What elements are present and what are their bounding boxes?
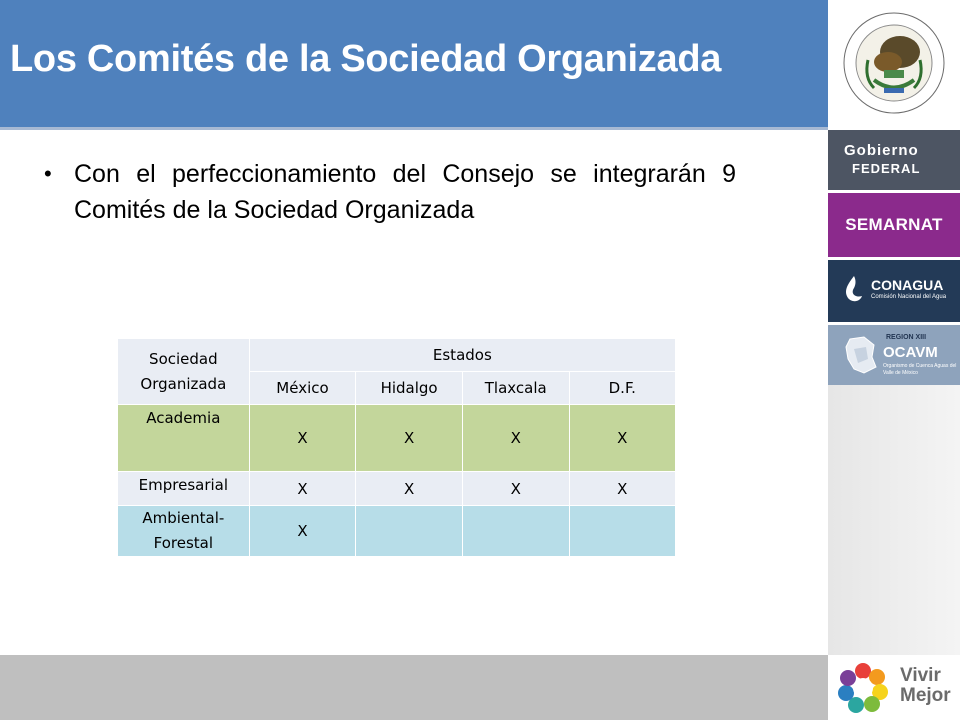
header-state: Hidalgo [356, 372, 463, 405]
eagle-seal-icon [828, 0, 960, 127]
row-label: Empresarial [118, 472, 250, 506]
table-cell: X [356, 405, 463, 472]
vivir-mejor-logo [828, 655, 960, 720]
conagua-name: CONAGUA [871, 277, 944, 293]
table-cell [356, 506, 463, 557]
water-drop-icon [842, 274, 866, 304]
vivir-line2: Mejor [900, 685, 951, 706]
header-estados: Estados [249, 339, 675, 372]
header-sociedad-organizada: Sociedad Organizada [118, 339, 250, 405]
ocavm-subtitle: Organismo de Cuenca Aguas del Valle de México [883, 363, 957, 376]
header-state: Tlaxcala [462, 372, 569, 405]
conagua-subtitle: Comisión Nacional del Agua [871, 294, 947, 300]
table-cell: X [569, 405, 675, 472]
table-cell: X [249, 506, 356, 557]
sidebar-filler [828, 385, 960, 655]
valley-map-icon [844, 335, 878, 375]
table-cell [462, 506, 569, 557]
table-cell [569, 506, 675, 557]
row-label: Ambiental-Forestal [118, 506, 250, 557]
slide-title: Los Comités de la Sociedad Organizada [10, 38, 722, 80]
table-cell: X [462, 405, 569, 472]
title-band [0, 0, 828, 127]
ocavm-name: OCAVM [883, 344, 938, 361]
table-cell: X [249, 405, 356, 472]
footer-band [0, 655, 828, 720]
header-state: D.F. [569, 372, 675, 405]
gobierno-federal-logo [828, 130, 960, 190]
table-row [118, 405, 676, 472]
mexico-seal-logo [828, 0, 960, 127]
table-header-row [118, 339, 676, 372]
table-cell: X [462, 472, 569, 506]
row-label: Academia [118, 405, 250, 472]
title-divider [0, 127, 828, 130]
bullet-text: Con el perfeccionamiento del Consejo se integrarán 9 Comités de la Sociedad Organizada [74, 160, 736, 224]
table-cell: X [569, 472, 675, 506]
flower-icon [836, 661, 890, 715]
table-cell: X [249, 472, 356, 506]
gobierno-line2: FEDERAL [852, 161, 921, 176]
table-cell: X [356, 472, 463, 506]
ocavm-region: REGION XIII [886, 334, 927, 341]
table-row [118, 506, 676, 557]
comites-table [117, 338, 676, 557]
bullet-glyph: • [44, 161, 52, 186]
header-state: México [249, 372, 356, 405]
conagua-logo [828, 260, 960, 322]
gobierno-line1: Gobierno [844, 142, 919, 159]
semarnat-logo [828, 193, 960, 257]
ocavm-logo [828, 325, 960, 385]
vivir-line1: Vivir [900, 665, 941, 686]
table-row [118, 472, 676, 506]
semarnat-label: SEMARNAT [845, 215, 943, 234]
